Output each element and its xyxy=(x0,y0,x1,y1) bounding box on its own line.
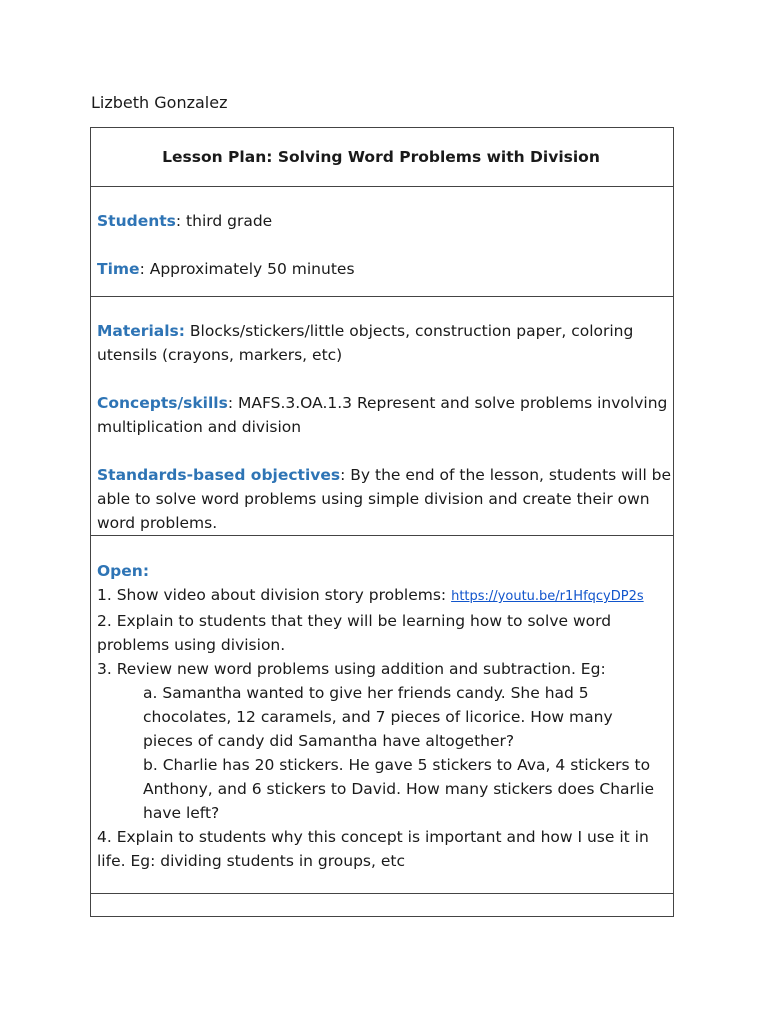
open-item-3a-line-1: a. Samantha wanted to give her friends candy. She had 5 xyxy=(143,684,589,702)
empty-row xyxy=(91,894,673,916)
time-line xyxy=(97,257,665,281)
lesson-plan-table xyxy=(90,127,674,917)
open-item-2-line-2: problems using division. xyxy=(97,636,286,654)
open-item-3b-line-1: b. Charlie has 20 stickers. He gave 5 stickers to Ava, 4 stickers to xyxy=(143,756,651,774)
objectives-text-2: able to solve word problems using simple division and create their own xyxy=(97,490,650,508)
objectives-label: Standards-based objectives xyxy=(97,466,341,484)
lesson-title: Lesson Plan: Solving Word Problems with Division xyxy=(162,148,600,166)
materials-text-2: utensils (crayons, markers, etc) xyxy=(97,346,343,364)
open-item-1 xyxy=(97,583,665,609)
open-item-3b-line-2: Anthony, and 6 stickers to David. How many stickers does Charlie xyxy=(143,780,655,798)
open-item-3a-line-2: chocolates, 12 caramels, and 7 pieces of licorice. How many xyxy=(143,708,613,726)
open-label: Open: xyxy=(97,562,150,580)
open-item-2-line-1: 2. Explain to students that they will be learning how to solve word xyxy=(97,612,612,630)
concepts-label: Concepts/skills xyxy=(97,394,228,412)
details-row xyxy=(91,297,673,536)
students-line xyxy=(97,209,665,233)
concepts-text-1: : MAFS.3.OA.1.3 Represent and solve problems involving xyxy=(227,394,668,412)
materials-label: Materials: xyxy=(97,322,185,340)
students-label: Students xyxy=(97,212,176,230)
concepts-text-2: multiplication and division xyxy=(97,418,302,436)
time-label: Time xyxy=(97,260,140,278)
students-value: : third grade xyxy=(175,212,273,230)
open-item-3b-line-3: have left? xyxy=(143,804,220,822)
objectives-text-3: word problems. xyxy=(97,514,218,532)
objectives-line-1 xyxy=(97,463,672,487)
objectives-text-1: : By the end of the lesson, students will be xyxy=(340,466,672,484)
author-name: Lizbeth Gonzalez xyxy=(91,93,228,112)
time-value: : Approximately 50 minutes xyxy=(139,260,355,278)
video-link[interactable]: https://youtu.be/r1HfqcyDP2s xyxy=(451,589,644,604)
open-item-3: 3. Review new word problems using addition and subtraction. Eg: xyxy=(97,660,606,678)
materials-text-1: Blocks/stickers/little objects, construction paper, coloring xyxy=(184,322,634,340)
concepts-line-1 xyxy=(97,391,668,415)
basics-row xyxy=(91,187,673,297)
lesson-title-row xyxy=(91,128,673,187)
open-row xyxy=(91,536,673,894)
open-item-1-text: 1. Show video about division story problems: xyxy=(97,586,452,604)
open-item-3a-line-3: pieces of candy did Samantha have altogether? xyxy=(143,732,515,750)
materials-line-1 xyxy=(97,319,665,343)
open-item-4-line-2: life. Eg: dividing students in groups, etc xyxy=(97,852,405,870)
open-item-4-line-1: 4. Explain to students why this concept is important and how I use it in xyxy=(97,828,649,846)
